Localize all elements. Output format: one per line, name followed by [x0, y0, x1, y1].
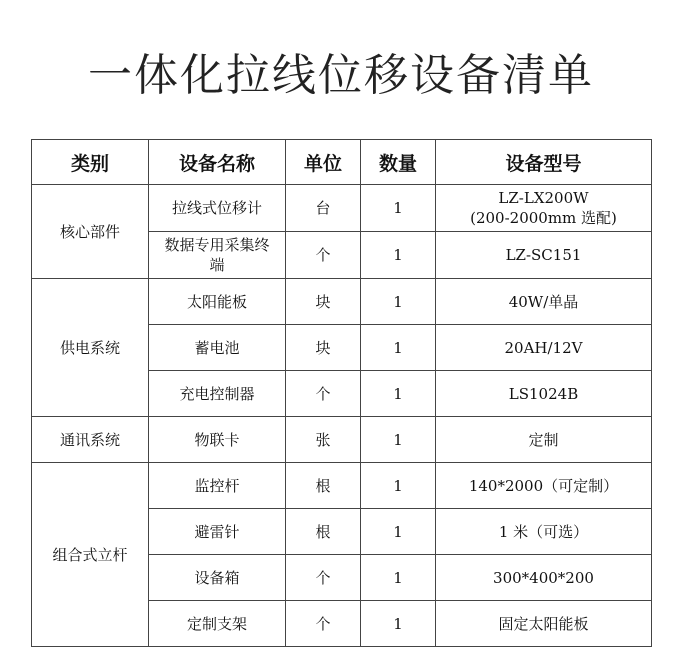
device-name-text: 数据专用采集终端 — [164, 236, 270, 274]
quantity-cell: 1 — [361, 417, 436, 463]
table-header-row — [32, 140, 652, 185]
quantity-cell: 1 — [361, 601, 436, 647]
category-cell: 通讯系统 — [32, 417, 149, 463]
table-row — [32, 185, 652, 232]
unit-cell: 张 — [286, 417, 361, 463]
quantity-cell: 1 — [361, 371, 436, 417]
category-cell: 核心部件 — [32, 185, 149, 279]
quantity-cell: 1 — [361, 509, 436, 555]
header-quantity: 数量 — [361, 140, 436, 185]
model-line-1: LZ-LX200W — [498, 189, 589, 207]
unit-cell: 个 — [286, 371, 361, 417]
unit-cell: 个 — [286, 232, 361, 279]
model-cell: LZ-SC151 — [436, 232, 652, 279]
device-name-cell: 太阳能板 — [149, 279, 286, 325]
device-name-cell: 定制支架 — [149, 601, 286, 647]
unit-cell: 块 — [286, 279, 361, 325]
model-cell: 300*400*200 — [436, 555, 652, 601]
device-name-cell: 蓄电池 — [149, 325, 286, 371]
device-name-cell: 充电控制器 — [149, 371, 286, 417]
table-row — [32, 463, 652, 509]
device-name-cell: 拉线式位移计 — [149, 185, 286, 232]
quantity-cell: 1 — [361, 185, 436, 232]
quantity-cell: 1 — [361, 279, 436, 325]
unit-cell: 根 — [286, 509, 361, 555]
model-cell: 140*2000（可定制） — [436, 463, 652, 509]
model-cell: 1 米（可选） — [436, 509, 652, 555]
header-model: 设备型号 — [436, 140, 652, 185]
equipment-table — [31, 139, 652, 647]
device-name-cell: 监控杆 — [149, 463, 286, 509]
device-name-cell: 设备箱 — [149, 555, 286, 601]
quantity-cell: 1 — [361, 232, 436, 279]
unit-cell: 根 — [286, 463, 361, 509]
unit-cell: 块 — [286, 325, 361, 371]
header-device-name: 设备名称 — [149, 140, 286, 185]
unit-cell: 台 — [286, 185, 361, 232]
category-cell: 组合式立杆 — [32, 463, 149, 647]
header-unit: 单位 — [286, 140, 361, 185]
model-line-2: (200-2000mm 选配) — [470, 209, 617, 227]
page-title: 一体化拉线位移设备清单 — [88, 50, 594, 101]
table-row — [32, 417, 652, 463]
header-category: 类别 — [32, 140, 149, 185]
model-cell: 固定太阳能板 — [436, 601, 652, 647]
quantity-cell: 1 — [361, 325, 436, 371]
model-cell: 20AH/12V — [436, 325, 652, 371]
device-name-cell: 物联卡 — [149, 417, 286, 463]
quantity-cell: 1 — [361, 463, 436, 509]
device-name-cell: 避雷针 — [149, 509, 286, 555]
unit-cell: 个 — [286, 555, 361, 601]
unit-cell: 个 — [286, 601, 361, 647]
model-cell — [436, 185, 652, 232]
model-cell: 定制 — [436, 417, 652, 463]
model-cell: LS1024B — [436, 371, 652, 417]
table-row — [32, 279, 652, 325]
quantity-cell: 1 — [361, 555, 436, 601]
category-cell: 供电系统 — [32, 279, 149, 417]
model-cell: 40W/单晶 — [436, 279, 652, 325]
device-name-cell — [149, 232, 286, 279]
